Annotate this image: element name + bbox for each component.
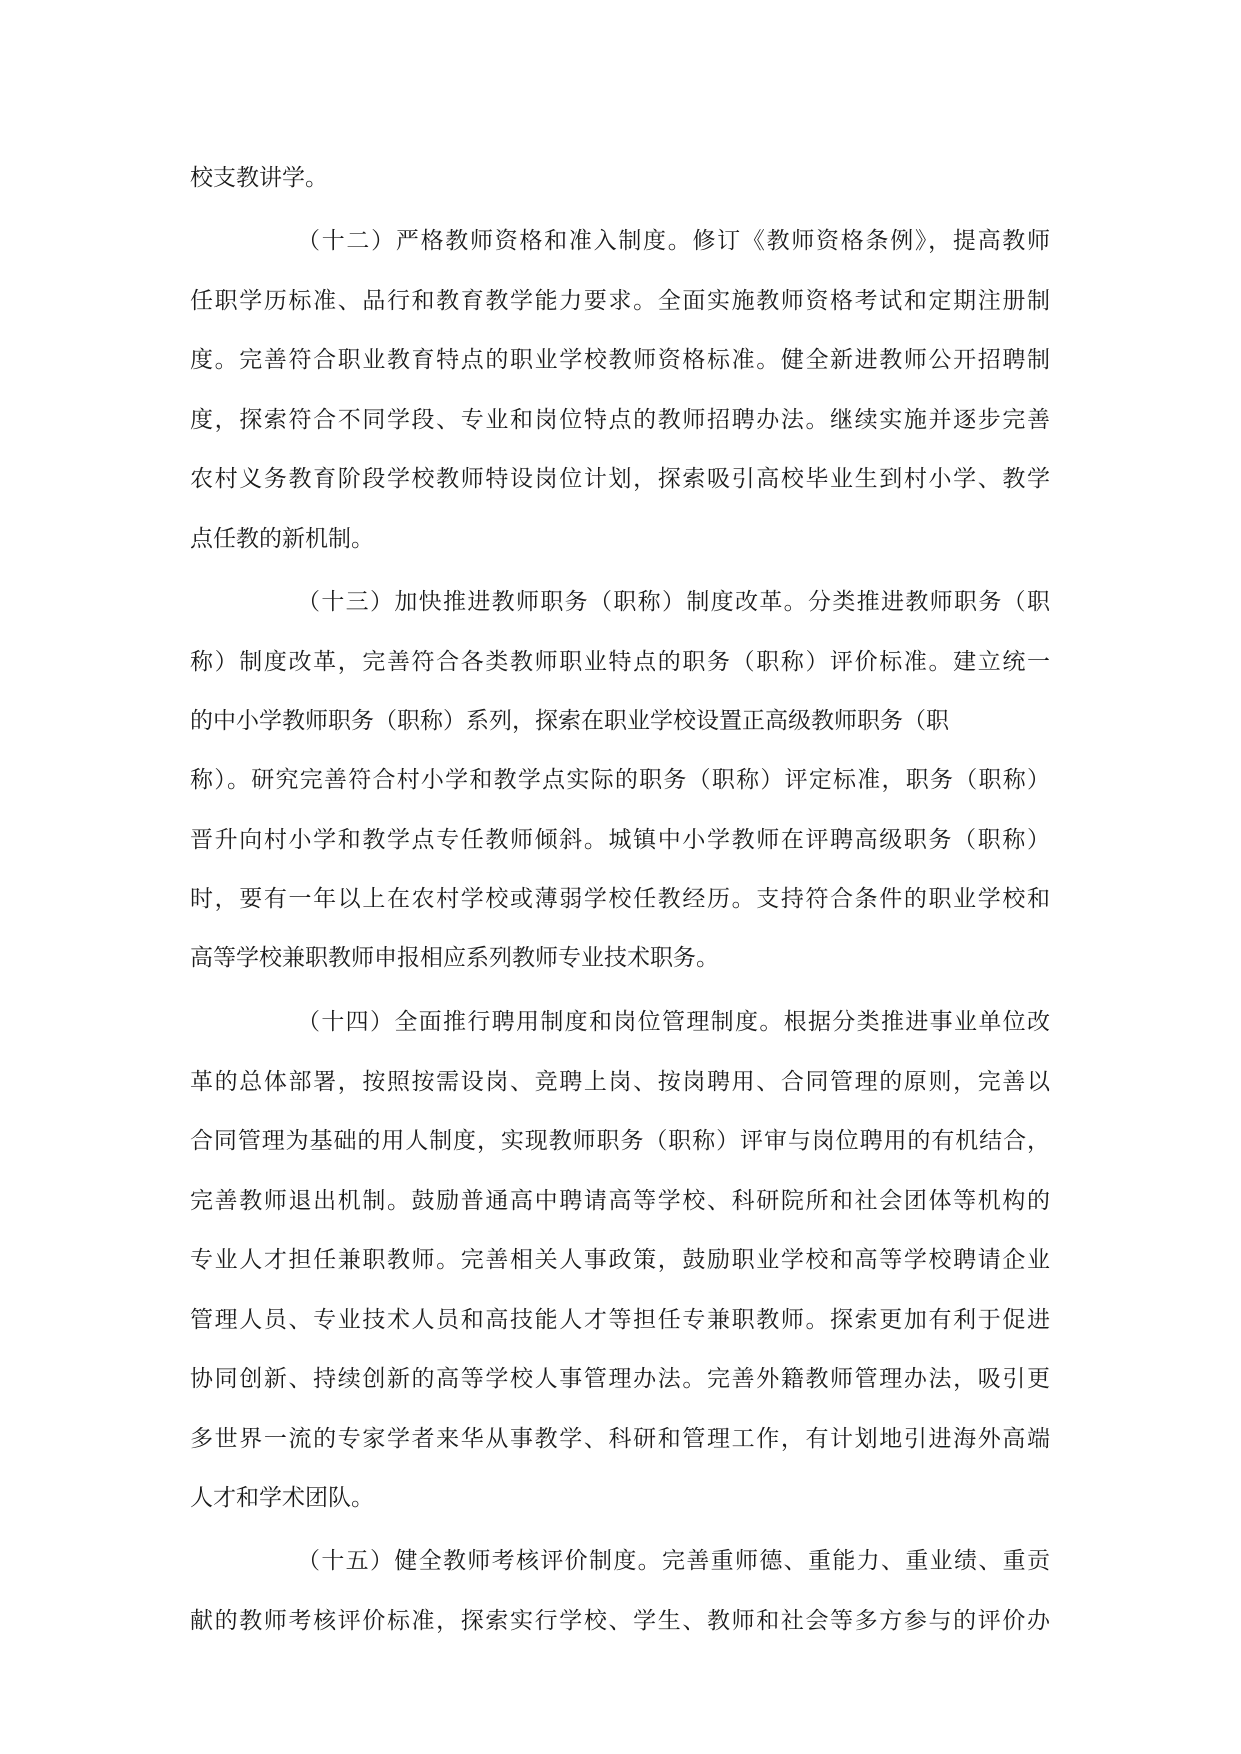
paragraph-line: 合同管理为基础的用人制度，实现教师职务（职称）评审与岗位聘用的有机结合， — [190, 1128, 1050, 1154]
paragraph-line: （十五）健全教师考核评价制度。完善重师德、重能力、重业绩、重贡 — [297, 1548, 1050, 1574]
paragraph-line: 人才和学术团队。 — [190, 1485, 374, 1511]
paragraph-line: 的中小学教师职务（职称）系列，探索在职业学校设置正高级教师职务（职 — [190, 708, 949, 734]
paragraph-line: 专业人才担任兼职教师。完善相关人事政策，鼓励职业学校和高等学校聘请企业 — [190, 1247, 1050, 1273]
paragraph-line: 称）。研究完善符合村小学和教学点实际的职务（职称）评定标准，职务（职称） — [190, 767, 1050, 793]
paragraph-line: 高等学校兼职教师申报相应系列教师专业技术职务。 — [190, 945, 719, 971]
paragraph-line: 称）制度改革，完善符合各类教师职业特点的职务（职称）评价标准。建立统一 — [190, 649, 1050, 675]
paragraph-line: 晋升向村小学和教学点专任教师倾斜。城镇中小学教师在评聘高级职务（职称） — [190, 827, 1050, 853]
paragraph-line: （十三）加快推进教师职务（职称）制度改革。分类推进教师职务（职 — [297, 589, 1050, 615]
paragraph-line: 多世界一流的专家学者来华从事教学、科研和管理工作，有计划地引进海外高端 — [190, 1426, 1050, 1452]
paragraph-line: 时，要有一年以上在农村学校或薄弱学校任教经历。支持符合条件的职业学校和 — [190, 886, 1050, 912]
paragraph-line: 任职学历标准、品行和教育教学能力要求。全面实施教师资格考试和定期注册制 — [190, 288, 1050, 314]
paragraph-line: 农村义务教育阶段学校教师特设岗位计划，探索吸引高校毕业生到村小学、教学 — [190, 466, 1050, 492]
paragraph-line: 点任教的新机制。 — [190, 526, 374, 552]
paragraph-line: 革的总体部署，按照按需设岗、竞聘上岗、按岗聘用、合同管理的原则，完善以 — [190, 1069, 1050, 1095]
paragraph-line: （十二）严格教师资格和准入制度。修订《教师资格条例》，提高教师 — [297, 228, 1050, 254]
paragraph-line: （十四）全面推行聘用制度和岗位管理制度。根据分类推进事业单位改 — [297, 1009, 1050, 1035]
paragraph-line: 协同创新、持续创新的高等学校人事管理办法。完善外籍教师管理办法，吸引更 — [190, 1366, 1050, 1392]
paragraph-line: 度。完善符合职业教育特点的职业学校教师资格标准。健全新进教师公开招聘制 — [190, 347, 1050, 373]
paragraph-line: 管理人员、专业技术人员和高技能人才等担任专兼职教师。探索更加有利于促进 — [190, 1307, 1050, 1333]
paragraph-line: 度，探索符合不同学段、专业和岗位特点的教师招聘办法。继续实施并逐步完善 — [190, 407, 1050, 433]
paragraph-line: 完善教师退出机制。鼓励普通高中聘请高等学校、科研院所和社会团体等机构的 — [190, 1188, 1050, 1214]
paragraph-line: 献的教师考核评价标准，探索实行学校、学生、教师和社会等多方参与的评价办 — [190, 1608, 1050, 1634]
paragraph-line: 校支教讲学。 — [190, 165, 328, 191]
